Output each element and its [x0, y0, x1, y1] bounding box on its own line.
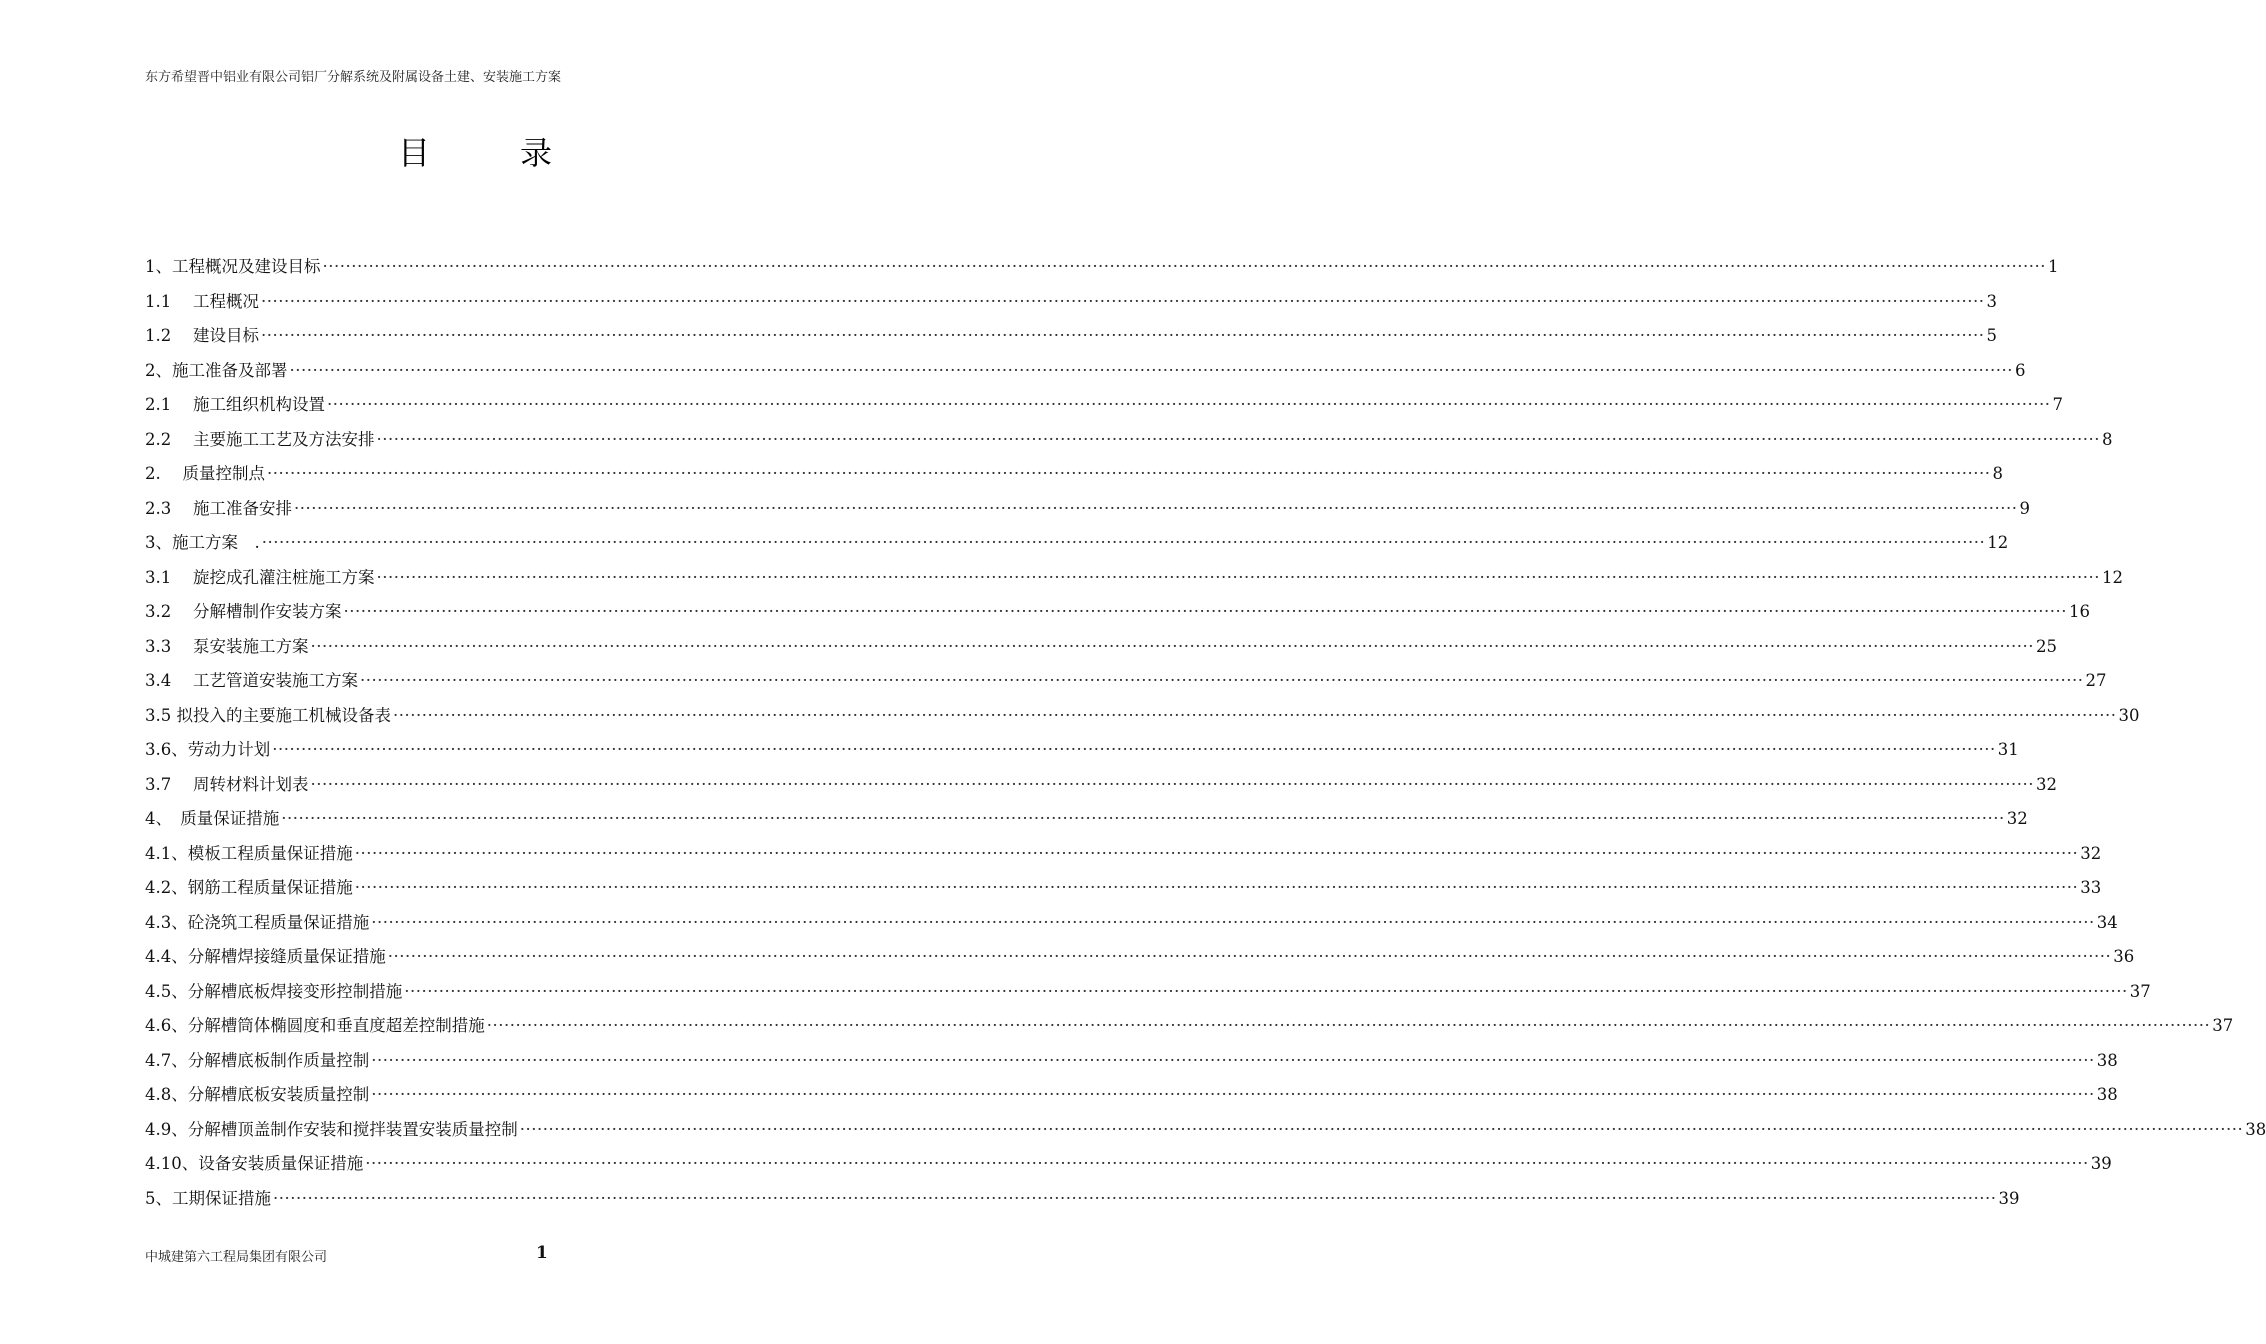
toc-leader-dots: ············································································································································································································································································································: [387, 947, 2112, 966]
toc-entry-page: 38: [2245, 1119, 2266, 1139]
toc-entry-page: 16: [2068, 602, 2090, 621]
toc-leader-dots: ············································································································································································································································································································: [289, 360, 2013, 380]
toc-entry[interactable]: [145, 1150, 2112, 1185]
toc-leader-dots: ············································································································································································································································································································: [376, 567, 2100, 587]
toc-leader-dots: ············································································································································································································································································································: [343, 602, 2067, 621]
toc-leader-dots: ············································································································································································································································································································: [354, 843, 2079, 863]
title-char-2: 录: [520, 134, 553, 172]
page-title: [0, 128, 950, 172]
toc-leader-dots: ············································································································································································································································································································: [371, 912, 2095, 932]
toc-entry[interactable]: [145, 771, 2057, 806]
toc-entry[interactable]: [145, 667, 2107, 702]
toc-entry-page: 32: [2035, 774, 2057, 794]
toc-entry-page: 12: [1987, 533, 2009, 552]
toc-entry-page: 33: [2080, 878, 2102, 897]
toc-entry-label: 1.1 工程概况: [145, 291, 259, 311]
toc-entry[interactable]: [145, 909, 2118, 944]
toc-leader-dots: ············································································································································································································································································································: [261, 533, 1986, 552]
toc-entry-page: 34: [2096, 912, 2118, 932]
toc-entry-label: 3.1 旋挖成孔灌注桩施工方案: [145, 567, 375, 587]
toc-entry[interactable]: [145, 633, 2057, 668]
toc-entry-label: 5、工期保证措施: [145, 1188, 271, 1208]
toc-entry-page: 38: [2096, 1085, 2118, 1104]
toc-entry-page: 38: [2096, 1050, 2118, 1070]
toc-entry-page: 32: [2080, 843, 2102, 863]
toc-leader-dots: ············································································································································································································································································································: [376, 429, 2100, 449]
toc-entry-label: 1.2 建设目标: [145, 326, 259, 345]
toc-leader-dots: ············································································································································································································································································································: [273, 1188, 1997, 1208]
toc-entry[interactable]: [145, 1081, 2118, 1116]
toc-entry-page: 37: [2212, 1016, 2234, 1035]
toc-entry-page: 32: [2006, 809, 2028, 828]
toc-entry[interactable]: [145, 943, 2135, 978]
toc-entry-label: 3.3 泵安装施工方案: [145, 636, 309, 656]
toc-leader-dots: ············································································································································································································································································································: [371, 1085, 2095, 1104]
toc-entry[interactable]: [145, 840, 2102, 875]
toc-entry-label: 2.1 施工组织机构设置: [145, 395, 325, 414]
toc-leader-dots: ············································································································································································································································································································: [322, 257, 2046, 276]
toc-entry-page: 1: [2047, 257, 2059, 276]
toc-entry-label: 4、 质量保证措施: [145, 809, 280, 828]
toc-entry-page: 39: [1998, 1188, 2020, 1208]
toc-leader-dots: ············································································································································································································································································································: [294, 498, 2018, 518]
toc-leader-dots: ············································································································································································································································································································: [267, 464, 1991, 483]
toc-entry[interactable]: [145, 322, 1997, 357]
toc-entry-label: 2、施工准备及部署: [145, 360, 288, 380]
toc-entry[interactable]: [145, 736, 2019, 771]
toc-entry-label: 2. 质量控制点: [145, 464, 265, 483]
toc-entry[interactable]: [145, 288, 1997, 323]
toc-entry[interactable]: [145, 357, 2026, 392]
toc-leader-dots: ············································································································································································································································································································: [393, 705, 2117, 725]
toc-entry[interactable]: [145, 564, 2123, 599]
toc-entry-page: 6: [2014, 360, 2026, 380]
toc-entry-page: 31: [1997, 740, 2019, 759]
toc-entry-label: 3、施工方案 .: [145, 533, 260, 552]
toc-entry[interactable]: [145, 874, 2102, 909]
toc-leader-dots: ············································································································································································································································································································: [371, 1050, 2095, 1070]
toc-leader-dots: ············································································································································································································································································································: [310, 636, 2034, 656]
toc-leader-dots: ············································································································································································································································································································: [404, 981, 2128, 1001]
toc-leader-dots: ············································································································································································································································································································: [360, 671, 2084, 690]
toc-leader-dots: ············································································································································································································································································································: [261, 291, 1985, 311]
toc-entry-page: 5: [1986, 326, 1997, 345]
toc-entry[interactable]: [145, 495, 2030, 530]
toc-entry-label: 4.6、分解槽筒体椭圆度和垂直度超差控制措施: [145, 1016, 485, 1035]
toc-entry[interactable]: [145, 805, 2028, 840]
toc-entry-page: 36: [2113, 947, 2135, 966]
toc-entry-label: 4.7、分解槽底板制作质量控制: [145, 1050, 370, 1070]
toc-entry[interactable]: [145, 1012, 2234, 1047]
toc-entry-page: 8: [2101, 429, 2113, 449]
toc-entry[interactable]: [145, 1047, 2118, 1082]
toc-entry[interactable]: [145, 1185, 2020, 1220]
toc-entry[interactable]: [145, 460, 2003, 495]
toc-entry-page: 12: [2101, 567, 2123, 587]
table-of-contents: [145, 253, 2266, 1219]
toc-entry[interactable]: [145, 426, 2113, 461]
toc-entry[interactable]: [145, 391, 2063, 426]
footer-company: 中城建第六工程局集团有限公司: [145, 1250, 328, 1265]
toc-leader-dots: ············································································································································································································································································································: [365, 1154, 2089, 1173]
toc-entry-label: 4.2、钢筋工程质量保证措施: [145, 878, 353, 897]
toc-entry-page: 27: [2085, 671, 2107, 690]
toc-leader-dots: ············································································································································································································································································································: [519, 1119, 2244, 1139]
toc-entry-label: 3.5 拟投入的主要施工机械设备表: [145, 705, 391, 725]
toc-entry-page: 30: [2118, 705, 2140, 725]
toc-leader-dots: ············································································································································································································································································································: [486, 1016, 2211, 1035]
toc-entry-label: 4.3、砼浇筑工程质量保证措施: [145, 912, 370, 932]
toc-entry-page: 39: [2090, 1154, 2112, 1173]
toc-entry-page: 9: [2019, 498, 2030, 518]
toc-entry[interactable]: [145, 978, 2151, 1013]
toc-entry-label: 4.9、分解槽顶盖制作安装和搅拌装置安装质量控制: [145, 1119, 518, 1139]
toc-leader-dots: ············································································································································································································································································································: [354, 878, 2079, 897]
toc-entry-page: 25: [2035, 636, 2057, 656]
toc-entry-label: 3.7 周转材料计划表: [145, 774, 309, 794]
toc-leader-dots: ············································································································································································································································································································: [261, 326, 1985, 345]
toc-entry-label: 4.5、分解槽底板焊接变形控制措施: [145, 981, 403, 1001]
toc-entry-page: 8: [1992, 464, 2003, 483]
toc-leader-dots: ············································································································································································································································································································: [281, 809, 2005, 828]
title-char-1: 目: [397, 134, 430, 172]
toc-entry[interactable]: [145, 529, 2009, 564]
toc-entry-page: 7: [2052, 395, 2063, 414]
toc-entry-label: 1、工程概况及建设目标: [145, 257, 321, 276]
toc-entry-label: 4.8、分解槽底板安装质量控制: [145, 1085, 370, 1104]
toc-entry-label: 2.2 主要施工工艺及方法安排: [145, 429, 375, 449]
toc-leader-dots: ············································································································································································································································································································: [272, 740, 1996, 759]
toc-entry-label: 4.10、设备安装质量保证措施: [145, 1154, 364, 1173]
footer-page-number: 1: [536, 1243, 548, 1263]
toc-entry[interactable]: [145, 253, 2059, 288]
document-header: 东方希望晋中铝业有限公司铝厂分解系统及附属设备土建、安装施工方案: [145, 70, 562, 85]
toc-entry-label: 2.3 施工准备安排: [145, 498, 292, 518]
toc-entry-page: 3: [1986, 291, 1997, 311]
toc-entry[interactable]: [145, 598, 2090, 633]
toc-leader-dots: ············································································································································································································································································································: [327, 395, 2051, 414]
toc-entry-label: 4.1、模板工程质量保证措施: [145, 843, 353, 863]
toc-entry-label: 3.2 分解槽制作安装方案: [145, 602, 342, 621]
toc-entry-label: 3.4 工艺管道安装施工方案: [145, 671, 358, 690]
toc-entry-label: 3.6、劳动力计划: [145, 740, 271, 759]
toc-entry[interactable]: [145, 702, 2140, 737]
toc-entry-label: 4.4、分解槽焊接缝质量保证措施: [145, 947, 386, 966]
toc-leader-dots: ············································································································································································································································································································: [310, 774, 2034, 794]
toc-entry[interactable]: [145, 1116, 2266, 1151]
toc-entry-page: 37: [2129, 981, 2151, 1001]
